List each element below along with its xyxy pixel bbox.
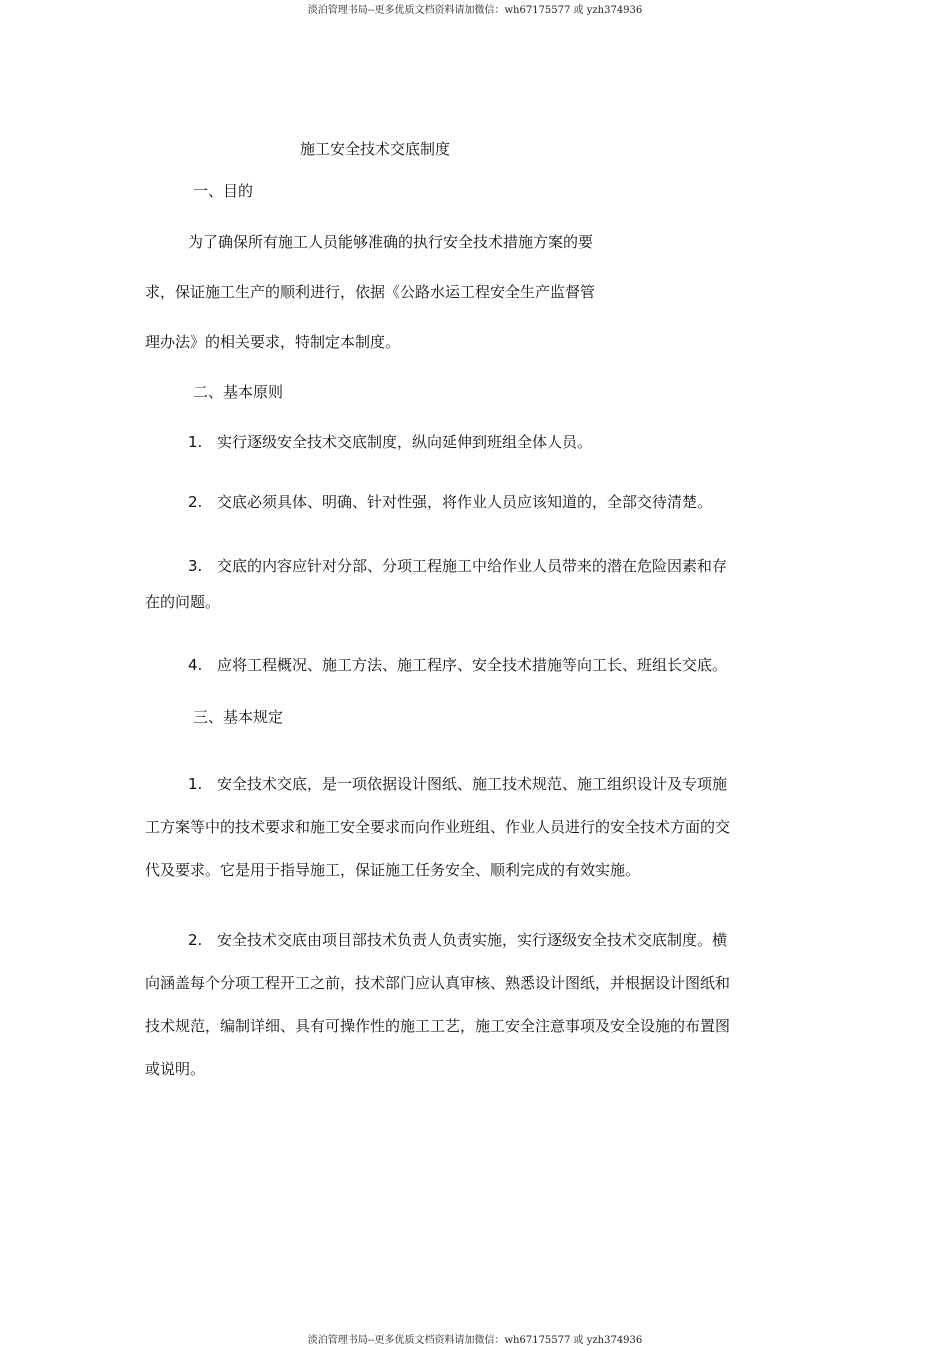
item-text: 应将工程概况、施工方法、施工程序、安全技术措施等向工长、班组长交底。 [217, 656, 728, 674]
item-text-continued: 工方案等中的技术要求和施工安全要求而向作业班组、作业人员进行的安全技术方面的交 [145, 818, 731, 836]
item-number: 2. [188, 931, 203, 949]
regulation-item [188, 775, 727, 793]
principle-item [188, 557, 727, 575]
regulation-item [188, 931, 727, 949]
section-heading-regulations: 三、基本规定 [193, 708, 284, 726]
item-text-continued: 或说明。 [145, 1060, 206, 1078]
page-footer: 淡泊管理书局--更多优质文档资料请加微信：wh67175577 或 yzh374936 [307, 1335, 643, 1346]
item-text: 实行逐级安全技术交底制度，纵向延伸到班组全体人员。 [217, 433, 593, 451]
item-text-continued: 在的问题。 [145, 593, 221, 611]
item-number: 3. [188, 557, 203, 575]
page-header: 淡泊管理书局--更多优质文档资料请加微信：wh67175577 或 yzh374936 [307, 5, 643, 16]
section-heading-principles: 二、基本原则 [193, 383, 284, 401]
item-text-continued: 向涵盖每个分项工程开工之前，技术部门应认真审核、熟悉设计图纸，并根据设计图纸和 [145, 974, 731, 992]
item-text-continued: 技术规范，编制详细、具有可操作性的施工工艺，施工安全注意事项及安全设施的布置图 [145, 1017, 731, 1035]
item-number: 1. [188, 433, 203, 451]
principle-item [188, 433, 592, 451]
item-text: 安全技术交底，是一项依据设计图纸、施工技术规范、施工组织设计及专项施 [217, 775, 728, 793]
section-heading-purpose: 一、目的 [193, 182, 254, 200]
purpose-line: 理办法》的相关要求，特制定本制度。 [145, 333, 401, 351]
document-title: 施工安全技术交底制度 [300, 140, 451, 158]
item-text: 安全技术交底由项目部技术负责人负责实施，实行逐级安全技术交底制度。横 [217, 931, 728, 949]
principle-item [188, 656, 727, 674]
item-text: 交底必须具体、明确、针对性强，将作业人员应该知道的，全部交待清楚。 [217, 493, 713, 511]
item-number: 2. [188, 493, 203, 511]
item-number: 4. [188, 656, 203, 674]
principle-item [188, 493, 712, 511]
item-number: 1. [188, 775, 203, 793]
item-text: 交底的内容应针对分部、分项工程施工中给作业人员带来的潜在危险因素和存 [217, 557, 728, 575]
purpose-line: 求，保证施工生产的顺利进行，依据《公路水运工程安全生产监督管 [145, 283, 596, 301]
item-text-continued: 代及要求。它是用于指导施工，保证施工任务安全、顺利完成的有效实施。 [145, 861, 641, 879]
purpose-line: 为了确保所有施工人员能够准确的执行安全技术措施方案的要 [188, 233, 594, 251]
